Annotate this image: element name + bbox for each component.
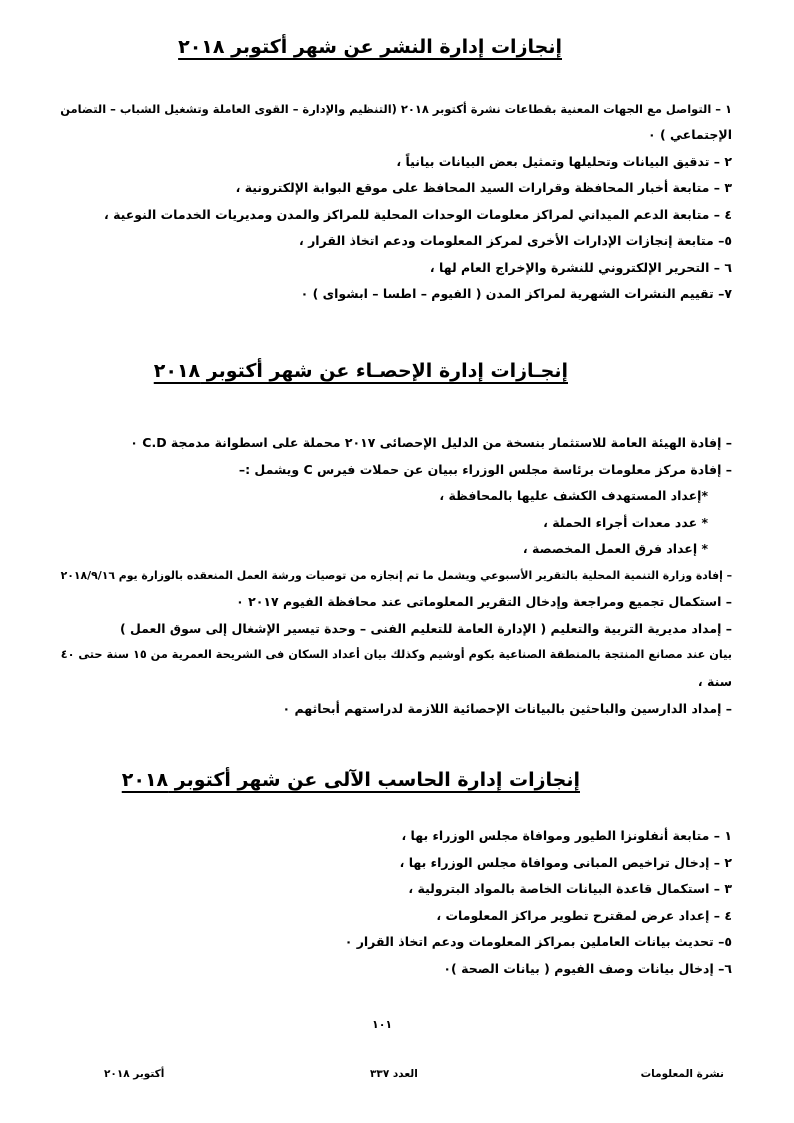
computing-item-6: ٦– إدخال بيانات وصف الفيوم ( بيانات الصحة )٠: [443, 961, 732, 976]
section-title-statistics: إنجـازات إدارة الإحصـاء عن شهر أكتوبر ٢٠١٨: [153, 360, 568, 382]
statistics-item-6: – إمداد الدارسين والباحثين بالبيانات الإحصائية اللازمة لدراستهم أبحاثهم ٠: [282, 701, 732, 716]
page-number: ١٠١: [372, 1018, 393, 1031]
statistics-subitem-2: * عدد معدات أجراء الحملة ،: [543, 515, 708, 530]
computing-item-4: ٤ – إعداد عرض لمقترح تطوير مراكز المعلومات ،: [436, 908, 732, 923]
footer-publication: نشرة المعلومات: [640, 1068, 724, 1080]
publishing-item-6: ٦ – التحرير الإلكتروني للنشرة والإخراج العام لها ،: [429, 260, 732, 275]
statistics-item-2: – إفادة مركز معلومات برئاسة مجلس الوزراء ببيان عن حملات فيرس C ويشمل :–: [238, 462, 732, 477]
statistics-item-5: – إمداد مديرية التربية والتعليم ( الإدارة العامة للتعليم الفنى – وحدة تيسير الإشغال إلى سوق العمل ): [119, 621, 732, 636]
publishing-item-1-cont: الإجتماعي ) ٠: [647, 127, 732, 142]
statistics-item-5-cont2: سنة ،: [697, 674, 732, 689]
section-title-publishing: إنجازات إدارة النشر عن شهر أكتوبر ٢٠١٨: [178, 36, 562, 58]
statistics-item-1: – إفادة الهيئة العامة للاستثمار بنسخة من الدليل الإحصائى ٢٠١٧ محملة على اسطوانة مدمجة C.D ٠: [130, 435, 732, 450]
section-title-computing: إنجازات إدارة الحاسب الآلى عن شهر أكتوبر ٢٠١٨: [121, 769, 580, 791]
publishing-item-1: ١ – التواصل مع الجهات المعنية بقطاعات نشرة أكتوبر ٢٠١٨ (التنظيم والإدارة – القوى العاملة وتشغيل الشباب – التضامن: [60, 102, 732, 116]
publishing-item-7: ٧– تقييم النشرات الشهرية لمراكز المدن ( الفيوم – اطسا – ابشواى ) ٠: [300, 286, 732, 301]
publishing-item-4: ٤ – متابعة الدعم الميداني لمراكز معلومات الوحدات المحلية للمراكز والمدن ومديريات الخدمات النوعية ،: [103, 207, 732, 222]
computing-item-5: ٥– تحديث بيانات العاملين بمراكز المعلومات ودعم اتخاذ القرار ٠: [344, 934, 732, 949]
footer-issue: العدد ٣٣٧: [370, 1068, 418, 1080]
computing-item-3: ٣ – استكمال قاعدة البيانات الخاصة بالمواد البترولية ،: [408, 881, 732, 896]
statistics-subitem-3: * إعداد فرق العمل المخصصة ،: [522, 541, 708, 556]
publishing-item-3: ٣ – متابعة أخبار المحافظة وقرارات السيد المحافظ على موقع البوابة الإلكترونية ،: [235, 180, 732, 195]
publishing-item-5: ٥– متابعة إنجازات الإدارات الأخرى لمركز المعلومات ودعم اتخاذ القرار ،: [298, 233, 732, 248]
statistics-subitem-1: *إعداد المستهدف الكشف عليها بالمحافظة ،: [439, 488, 708, 503]
statistics-item-3: – إفادة وزارة التنمية المحلية بالتقرير الأسبوعي ويشمل ما تم إنجازه من توصيات ورشة العمل المنعقده بالوزارة يوم ٢٠١٨/٩/١٦: [60, 569, 732, 582]
statistics-item-5-cont: بيان عند مصانع المنتجة بالمنطقة الصناعية بكوم أوشيم وكذلك بيان أعداد السكان فى الشريحة العمرية من ١٥ سنة حتى ٤٠: [60, 648, 732, 661]
computing-item-2: ٢ – إدخال تراخيص المبانى وموافاة مجلس الوزراء بها ،: [399, 855, 732, 870]
publishing-item-2: ٢ – تدقيق البيانات وتحليلها وتمثيل بعض البيانات بيانياً ،: [396, 154, 732, 169]
footer-date: أكتوبر ٢٠١٨: [104, 1068, 165, 1080]
statistics-item-4: – استكمال تجميع ومراجعة وإدخال التقرير المعلوماتى عند محافظة الفيوم ٢٠١٧ ٠: [236, 594, 732, 609]
computing-item-1: ١ – متابعة أنفلونزا الطيور وموافاة مجلس الوزراء بها ،: [401, 828, 732, 843]
